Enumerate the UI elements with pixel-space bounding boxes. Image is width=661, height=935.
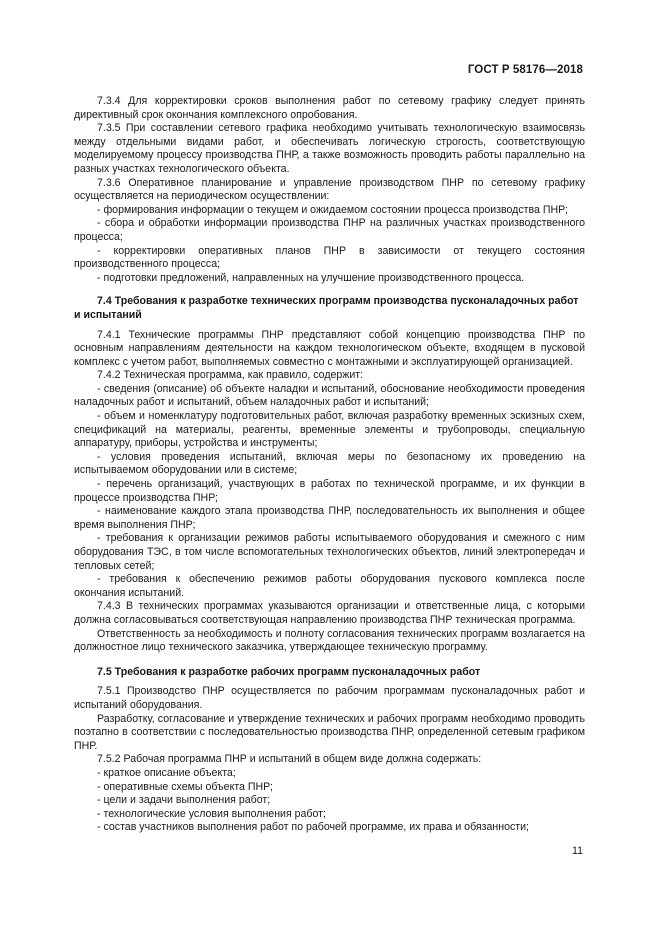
list-item: - перечень организаций, участвующих в работах по технической программе, и их функции в процессе производства ПНР;	[74, 478, 585, 504]
list-item: - оперативные схемы объекта ПНР;	[97, 780, 273, 793]
list-item: - требования к обеспечению режимов работы оборудования пускового комплекса после окончания испытаний.	[74, 573, 585, 599]
document-header: ГОСТ Р 58176—2018	[467, 64, 583, 76]
list-item: - наименование каждого этапа производства ПНР, последовательность их выполнения и общее время выполнения ПНР;	[74, 505, 585, 531]
section-heading-7-5: 7.5 Требования к разработке рабочих программ пусконаладочных работ	[97, 665, 481, 678]
paragraph-7-5-1: 7.5.1 Производство ПНР осуществляется по рабочим программам пусконаладочных работ и испытаний оборудования.	[74, 685, 585, 711]
paragraph-development: Разработку, согласование и утверждение технических и рабочих программ необходимо проводить поэтапно в соответствии с последовательностью производства ПНР, определенной сетевым графиком ПНР.	[74, 712, 585, 752]
paragraph-7-4-3: 7.4.3 В технических программах указываются организации и ответственные лица, с которыми должна согласовываться соответствующая направлению производства ПНР техническая программа.	[74, 600, 585, 626]
document-body	[74, 95, 585, 835]
section-heading-7-4: 7.4 Требования к разработке технических программ производства пусконаладочных работ и испытаний	[74, 295, 579, 321]
list-item: - требования к организации режимов работы испытываемого оборудования и смежного с ним оборудования ТЭС, в том числе вспомогательных технологических объектов, линий электропередач и тепловых сетей;	[74, 532, 585, 572]
paragraph-7-4-1: 7.4.1 Технические программы ПНР представляют собой концепцию производства ПНР по основным направлениям деятельности на каждом технологическом объекте, входящем в пусковой комплекс с учетом работ, выполняемых совместно с монтажными и эксплуатирующей организацией.	[74, 328, 585, 368]
paragraph-7-4-2: 7.4.2 Техническая программа, как правило, содержит:	[97, 369, 364, 382]
paragraph-7-3-4: 7.3.4 Для корректировки сроков выполнения работ по сетевому графику следует принять директивный срок окончания комплексного опробования.	[74, 95, 585, 121]
list-item: - сведения (описание) об объекте наладки и испытаний, обоснование необходимости проведения наладочных работ и испытаний, объем наладочных работ и испытаний;	[74, 382, 585, 409]
paragraph-responsibility: Ответственность за необходимость и полноту согласования технических программ возлагается на должностное лицо технического заказчика, утверждающее техническую программу.	[74, 627, 585, 654]
paragraph-7-3-5: 7.3.5 При составлении сетевого графика необходимо учитывать технологическую взаимосвязь между отдельными видами работ, и обеспечивать логическую строгость, соответствующую моделируемому процессу производства ПНР, а также возможность проводить работы параллельно на разных участках технологического объекта.	[74, 122, 585, 175]
paragraph-7-3-6: 7.3.6 Оперативное планирование и управление производством ПНР по сетевому графику осуществляется на периодическом осуществлении:	[74, 176, 585, 203]
list-item: - сбора и обработки информации производства ПНР на различных участках производственного процесса;	[74, 217, 585, 243]
list-item: - краткое описание объекта;	[97, 766, 236, 779]
list-item: - цели и задачи выполнения работ;	[97, 794, 271, 807]
page-number: 11	[572, 845, 583, 857]
list-item: - объем и номенклатуру подготовительных работ, включая разработку временных эскизных схем, спецификаций на материалы, реагенты, временные элементы и трубопроводы, специальную аппаратуру, приборы, устройства и инструменты;	[74, 410, 585, 450]
list-item: - корректировки оперативных планов ПНР в зависимости от текущего состояния производственного процесса;	[74, 244, 585, 271]
paragraph-7-5-2: 7.5.2 Рабочая программа ПНР и испытаний в общем виде должна содержать:	[97, 753, 482, 766]
list-item: - формирования информации о текущем и ожидаемом состоянии процесса производства ПНР;	[97, 203, 568, 216]
list-item: - состав участников выполнения работ по рабочей программе, их права и обязанности;	[97, 821, 529, 834]
list-item: - подготовки предложений, направленных на улучшение производственного процесса.	[97, 271, 525, 284]
list-item: - условия проведения испытаний, включая меры по безопасному их проведению на испытываемом оборудовании или в системе;	[74, 450, 585, 477]
list-item: - технологические условия выполнения работ;	[97, 807, 326, 820]
